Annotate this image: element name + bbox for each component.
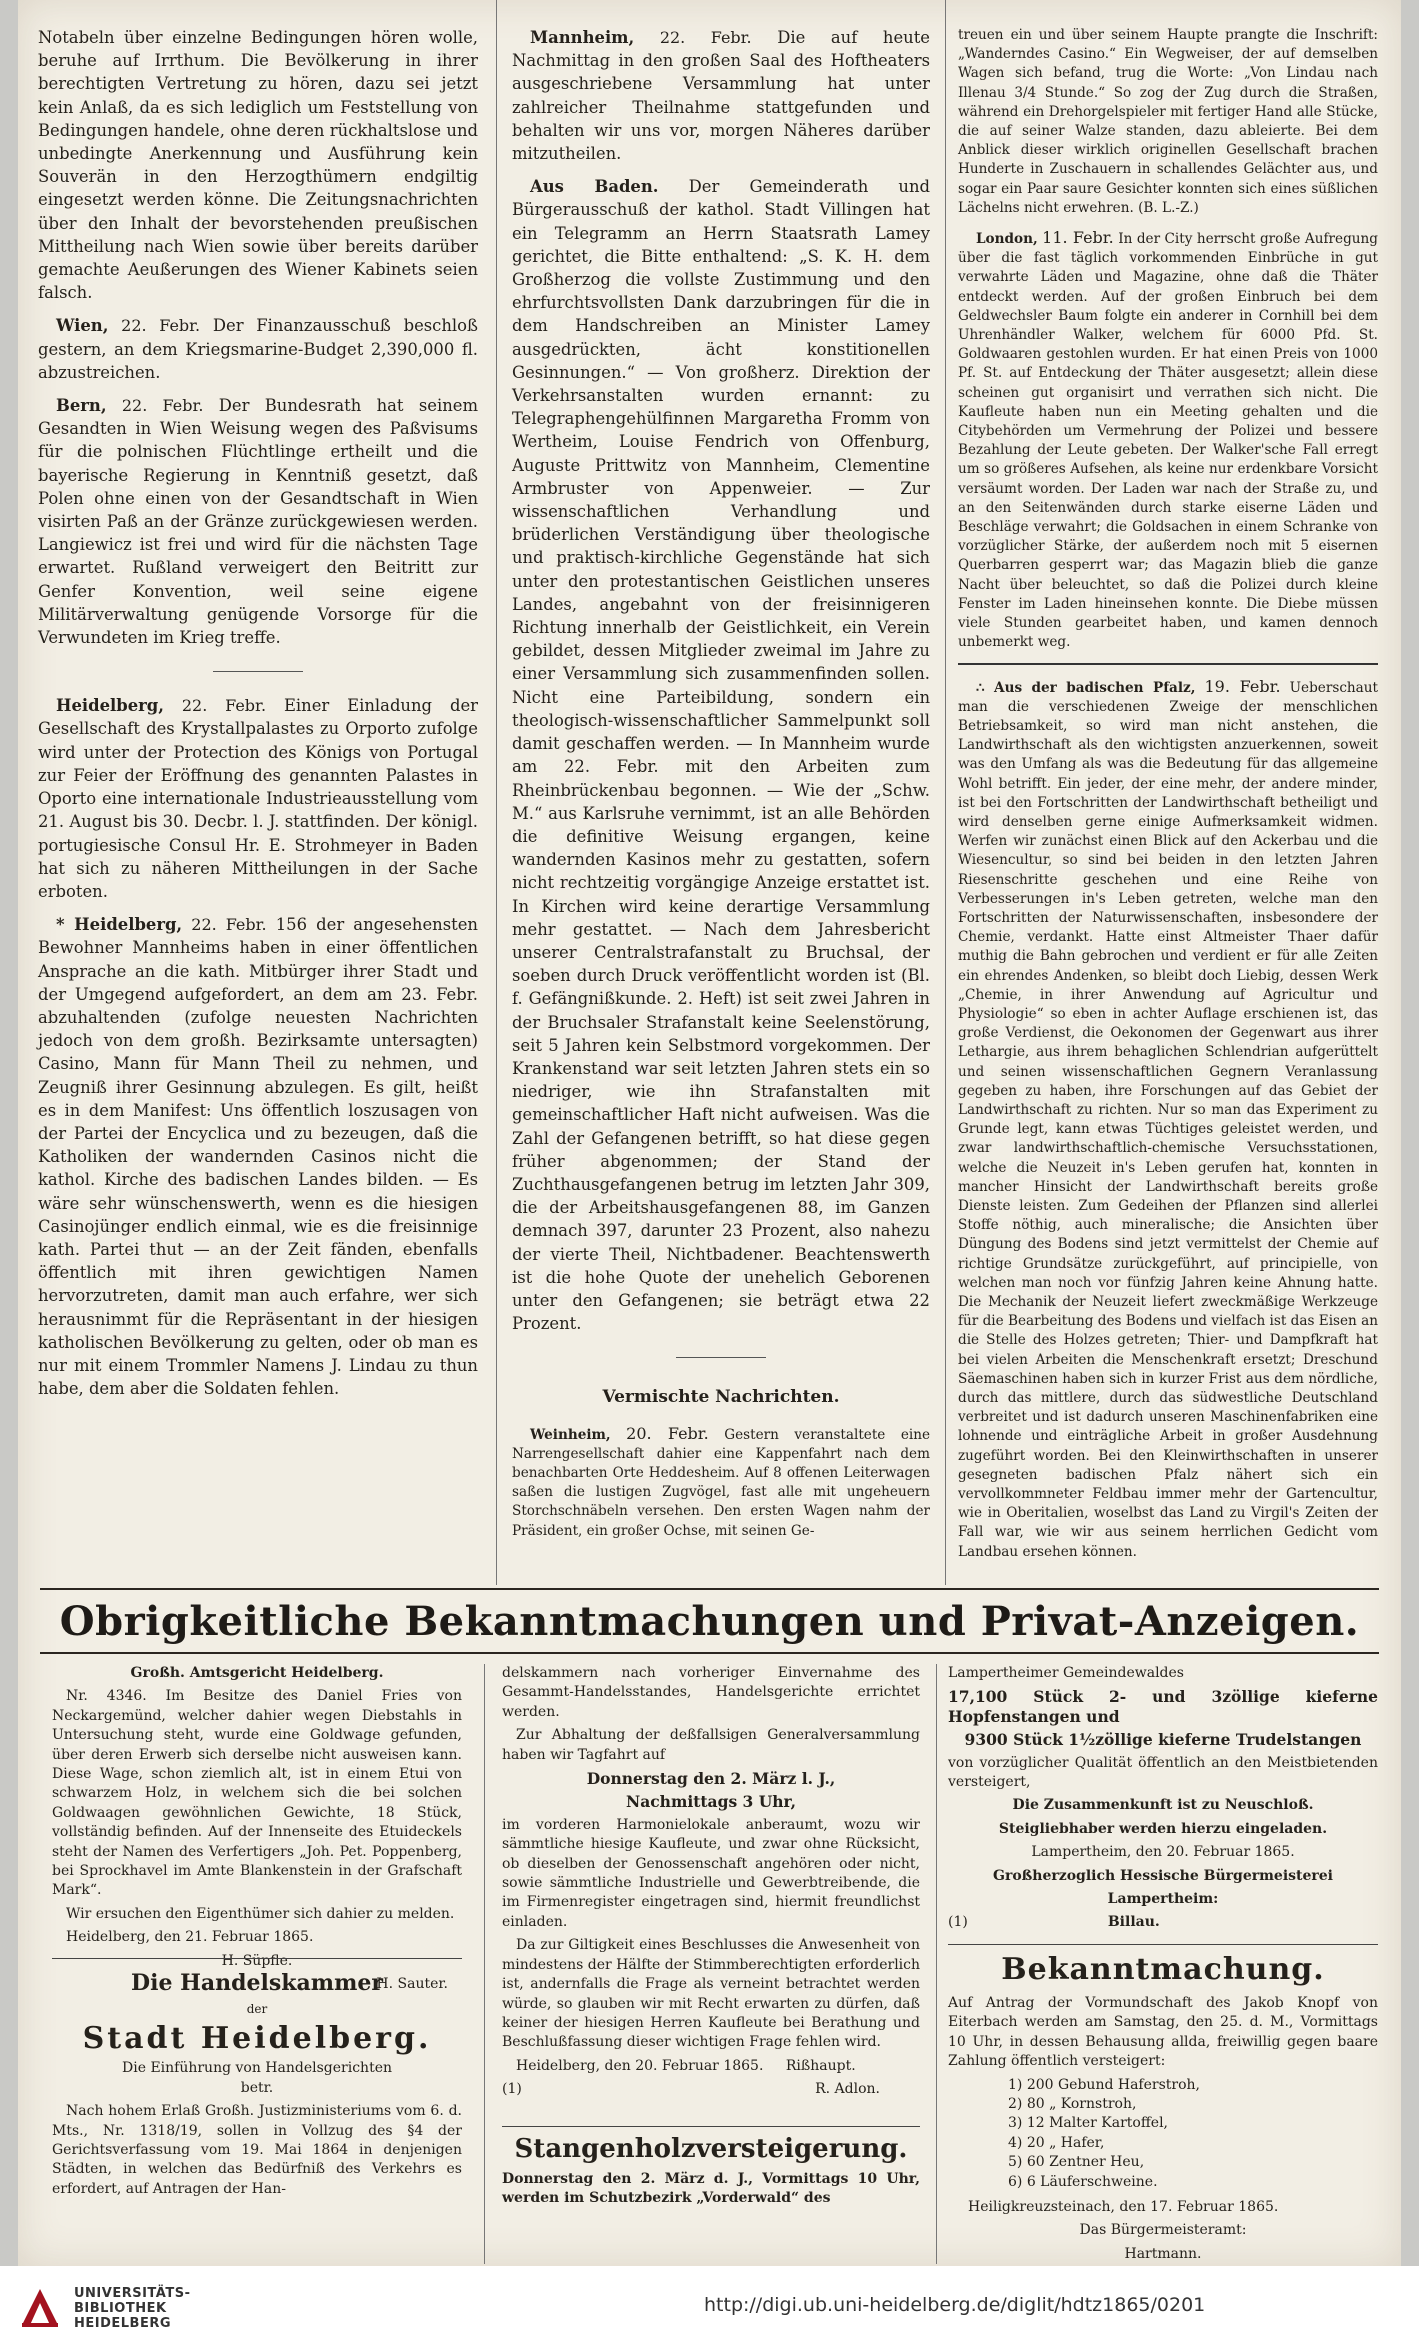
banner-rule-top — [40, 1588, 1379, 1590]
notice-number: (1) — [502, 2081, 522, 2098]
article-date: 22. Febr. — [121, 316, 201, 336]
notice-amtsgericht — [52, 1664, 462, 1999]
column-divider — [496, 0, 497, 1585]
article-text: Die auf heute Nachmittag in den großen Saal des Hoftheaters ausgeschriebene Versammlung hat unter zahlreicher Theilnahme stattgefunden und behalten wir uns vor, morgen Näheres darüber mitzutheilen. — [512, 28, 930, 164]
notice-place-date: Heiligkreuzsteinach, den 17. Februar 1865. — [968, 2199, 1279, 2216]
article-paragraph — [38, 394, 478, 649]
article-text: Einer Einladung der Gesellschaft des Krystallpalastes zu Orporto zufolge wird unter der Protection des Königs von Portugal zur Feier der Eröffnung des genannten Palastes in Oporto eine internationale Industrieausstellung vom 21. August bis 30. Decbr. l. J. stattfinden. Der königl. portugiesische Consul Hr. E. Strohmeyer in Baden hat sich zu näheren Mittheilungen in der Sache erboten. — [38, 696, 478, 901]
notice-sign-line — [502, 2080, 920, 2099]
article-text: In der City herrscht große Aufregung über die fast täglich vorkommenden Einbrüche in gut verwahrte Läden und Magazine, ohne daß die Thäter entdeckt werden. Auf der großen Einbruch bei dem Geldwechsler Baum folgte ein anderer in Cornhill bei dem Uhrenhändler Walker, welchem für 6000 Pfd. St. Goldwaaren gestohlen wurden. Er hat einen Preis von 1000 Pf. St. auf Entdeckung der Thäter ausgesetzt; allein diese scheinen gut organisirt und verrathen sich nicht. Die Kaufleute haben nun ein Meeting gehalten und die Citybehörden um Vermehrung der Polizei und bessere Bezahlung der Leute gebeten. Der Walker'sche Fall erregt um so größeres Aufsehen, als keine nur erdenkbare Vorsicht versäumt worden. Der Laden war nach der Straße zu, und an den Seitenwänden durch starke eiserne Läden und Beschläge verwahrt; die Goldsachen in einem Schranke von vorzüglicher Stärke, der außerdem noch mit 5 eisernen Querbarren gesperrt war; das Magazin blieb die ganze Nacht über beleuchtet, so daß die Polizei durch kleine Fenster im Laden hineinsehen konnte. Die Diebe müssen viele Stunden gearbeitet haben, und kamen dennoch unbemerkt weg. — [958, 231, 1378, 651]
article-paragraph — [958, 228, 1378, 652]
notice-item: 5) 60 Zentner Heu, — [1008, 2154, 1145, 2171]
notice-title: Stangenholzversteigerung. — [514, 2134, 908, 2164]
notice-subtitle: Die Einführung von Handelsgerichten betr. — [122, 2060, 392, 2096]
article-text: Der Gemeinderath und Bürgerausschuß der kathol. Stadt Villingen hat ein Telegramm an Herrn Staatsrath Lamey gerichtet, die Bitte enthaltend: „S. K. H. dem Großherzog die vollste Zustimmung und den ehrfurchtsvollsten Dank darzubringen für die in dem Handschreiben an Minister Lamey ausgedrückten, ächt konstitionellen Gesinnungen.“ — Von großherz. Direktion der Verkehrsanstalten wurden ernannt: zu Telegraphengehülfinnen Margaretha Fromm von Wertheim, Louise Fendrich von Offenburg, Auguste Prittwitz von Mannheim, Clementine Armbruster von Appenweier. — Zur wissenschaftlichen Verhandlung und brüderlichen Verständigung über theologische und praktisch-kirchliche Gegenstände hat sich unter den protestantischen Geistlichen unseres Landes, angebahnt von der freisinnigeren Richtung innerhalb der Geistlichkeit, ein Verein gebildet, dessen Mitglieder zweimal im Jahre zu einer Versammlung sich zusammenfinden sollen. Nicht eine Parteibildung, sondern ein theologisch-wissenschaftlicher Sammelpunkt soll damit geschaffen werden. — In Mannheim wurde am 22. Febr. mit den Arbeiten zum Rheinbrückenbau begonnen. — Wie der „Schw. M.“ aus Karlsruhe vernimmt, ist an alle Behörden die definitive Weisung ergangen, keine wandernden Kasinos mehr zu gestatten, sofern nicht rechtzeitig vorgängige Anzeige erstattet ist. In Kirchen wird keine derartige Versammlung mehr gestattet. — Nach dem Jahresbericht unserer Centralstrafanstalt zu Bruchsal, der soeben durch Druck veröffentlicht worden ist (Bl. f. Gefängnißkunde. 2. Heft) ist seit zwei Jahren in der Bruchsaler Strafanstalt keine Seelenstörung, seit 5 Jahren kein Selbstmord vorgekommen. Der Krankenstand war seit letzten Jahren stets ein so niedriger, wie ihn Strafanstalten mit gemeinschaftlicher Haft nicht aufweisen. Was die Zahl der Gefangenen betrifft, so hat diese gegen früher abgenommen; der Stand der Zuchthausgefangenen betrug im letzten Jahr 309, die der Arbeitshausgefangenen 88, im Ganzen demnach 397, darunter 23 Prozent, also nahezu der vierte Theil, Nichtbadener. Beachtenswerth ist die hohe Quote der unehelich Geborenen unter den Gefangenen; sie beträgt etwa 22 Prozent. — [512, 177, 931, 1334]
logo-line: HEIDELBERG — [74, 2316, 172, 2331]
notice-meeting: Die Zusammenkunft ist zu Neuschloß. — [1012, 1797, 1314, 1814]
notice-signature: H. Süpfle. — [221, 1952, 293, 1969]
notice-number: (1) — [948, 1914, 968, 1931]
article-date: 19. Febr. — [1204, 676, 1281, 696]
article-date: 22. Febr. — [121, 396, 204, 416]
notice-date: Donnerstag den 2. März l. J., — [586, 1769, 836, 1789]
article-paragraph — [512, 1424, 930, 1541]
notice-handelskammer — [52, 1970, 462, 2203]
article-dateline-place: Mannheim, — [530, 28, 635, 47]
article-text: Gestern veranstaltete eine Narrengesellschaft dahier eine Kappenfahrt nach dem benachbarten Orte Heddesheim. Auf 8 offenen Leiterwagen saßen die lustigen Zugvögel, fast alle mit ungeheuern Storchschnäbeln versehen. Den ersten Wagen nahm der Präsident, ein großer Ochse, mit seinen Ge- — [512, 1426, 931, 1539]
column-divider — [945, 0, 946, 1585]
notice-signature: Hartmann. — [1124, 2245, 1202, 2262]
notice-body: Da zur Giltigkeit eines Beschlusses die Anwesenheit von mindestens der Hälfte der Stimmberechtigten erforderlich ist, andernfalls die Frage als verneint betrachtet werden würde, so glauben wir mit Recht erwarten zu dürfen, daß keiner der hiesigen Herren Kaufleute bei Berathung und Beschlußfassung dieser wichtigen Frage fehlen wird. — [502, 1937, 920, 2051]
newspaper-page — [18, 0, 1401, 2266]
notice-item: 3) 12 Malter Kartoffel, — [1008, 2115, 1169, 2132]
article-paragraph — [38, 913, 478, 1400]
article-paragraph — [958, 26, 1378, 218]
notice-heading: Großh. Amtsgericht Heidelberg. — [130, 1665, 384, 1681]
notice-body: Nr. 4346. Im Besitze des Daniel Fries von Neckargemünd, welcher dahier wegen Diebstahls in Untersuchung steht, wurde eine Goldwage gefunden, über deren Erwerb sich derselbe nicht ausweisen kann. Diese Wage, schon ziemlich alt, ist in einem Etui von schwarzem Holz, in welchem sich die bei solchen Goldwaagen gewöhnlichen Gewichte, 18 Stück, vollständig befinden. Auf der Innenseite des Etuideckels steht der Namen des Verfertigers „Joh. Pet. Poppenberg, bei Sprockhavel im Amte Blankenstein in der Grafschaft Mark“. — [52, 1688, 462, 1899]
banner-rule-bottom — [40, 1652, 1379, 1654]
section-heading: Vermischte Nachrichten. — [602, 1387, 840, 1408]
notice-title: Bekanntmachung. — [1001, 1952, 1325, 1987]
permalink-url[interactable]: http://digi.ub.uni-heidelberg.de/diglit/hdtz1865/0201 — [704, 2294, 1206, 2316]
article-rule — [958, 663, 1378, 665]
notice-divider — [948, 1944, 1378, 1945]
notice-count: 9300 Stück 1½zöllige kieferne Trudelstangen — [964, 1730, 1362, 1750]
notice-body: Donnerstag den 2. März d. J., Vormittags 10 Uhr, werden im Schutzbezirk „Vorderwald“ des — [502, 2171, 920, 2207]
article-text: treuen ein und über seinem Haupte prangte die Inschrift: „Wanderndes Casino.“ Ein Wegweiser, der auf demselben Wagen sich befand, trug die Worte: „Von Lindau nach Illenau 3/4 Stunde.“ So zog der Zug durch die Straßen, während ein Drehorgelspieler mit fertiger Hand alle Stücke, die auf seiner Walze standen, dazu ableierte. Bei dem Anblick dieser wirklich originellen Gesellschaft brachen Hunderte in Zuschauern in schallendes Gelächter aus, und sogar ein Paar saure Gesichter konnten sich eines süßlichen Lächelns nicht erwehren. (B. L.-Z.) — [958, 27, 1378, 216]
notice-item: 4) 20 „ Hafer, — [1008, 2134, 1105, 2151]
article-paragraph — [38, 26, 478, 304]
article-paragraph — [958, 677, 1378, 1562]
article-dateline-place: ∴ Aus der badischen Pfalz, — [976, 679, 1196, 696]
notice-body: Auf Antrag der Vormundschaft des Jakob Knopf von Eiterbach werden am Samstag, den 25. d. M., Vormittags 10 Uhr, in dessen Behausung allda, freiwillig gegen baare Zahlung öffentlich versteigert: — [948, 1995, 1378, 2070]
article-dateline-place: Aus Baden. — [530, 177, 659, 197]
column-2 — [512, 26, 930, 1551]
article-date: 11. Febr. — [1042, 228, 1114, 248]
article-dateline-place: Weinheim, — [530, 1426, 611, 1443]
notice-authority-place: Lampertheim: — [1107, 1891, 1219, 1908]
library-footer — [0, 2266, 1419, 2348]
column-3 — [958, 26, 1378, 1572]
article-paragraph — [512, 175, 930, 1335]
library-logo-text — [74, 2286, 190, 2331]
article-date: 22. Febr. — [659, 28, 752, 47]
notice-title-der: der — [246, 2002, 268, 2016]
notice-call: Wir ersuchen den Eigenthümer sich dahier zu melden. — [66, 1905, 455, 1922]
notice-sign-line — [948, 1913, 1378, 1932]
column-divider — [484, 1664, 485, 2264]
article-text: Notabeln über einzelne Bedingungen hören wolle, beruhe auf Irrthum. Die Bevölkerung in ihrer berechtigten Vertretung zu hören, dazu sei jetzt kein Anlaß, da es sich lediglich um Feststellung von Bedingungen handele, ohne deren rückhaltslose und unbedingte Anerkennung und Ausführung kein Souverän in den Herzogthümern endgiltig eingesetzt werden könne. Die Zeitungsnachrichten über den Inhalt der bevorstehenden preußischen Mittheilung nach Wien sowie über bereits darüber gemachte Aeußerungen des Wiener Kabinets seien falsch. — [38, 28, 478, 303]
notice-signature: H. Sauter. — [376, 1976, 448, 1993]
notice-body: Lampertheimer Gemeindewaldes — [948, 1665, 1184, 1681]
article-date: 20. Febr. — [626, 1423, 709, 1443]
article-paragraph — [512, 26, 930, 165]
article-dateline-place: Wien, — [56, 316, 109, 336]
notice-title: Die Handelskammer — [131, 1970, 383, 1996]
column-divider — [936, 1664, 937, 2264]
notice-body: von vorzüglicher Qualität öffentlich an den Meistbietenden versteigert, — [948, 1754, 1378, 1791]
article-dateline-place: * Heidelberg, — [56, 915, 183, 935]
notice-signature: Billau. — [1107, 1914, 1160, 1931]
logo-line: UNIVERSITÄTS- — [74, 2286, 191, 2301]
article-dateline-place: Heidelberg, — [56, 696, 164, 716]
notice-item: 1) 200 Gebund Haferstroh, — [1008, 2076, 1200, 2093]
notice-invite: Steigliebhaber werden hierzu eingeladen. — [998, 1820, 1328, 1837]
article-paragraph — [38, 694, 478, 903]
notice-signature: R. Adlon. — [815, 2081, 880, 2098]
notice-item-list — [1008, 2076, 1378, 2192]
notice-body: Nach hohem Erlaß Großh. Justizministeriums vom 6. d. Mts., Nr. 1318/19, sollen in Vollzug des §4 der Gerichtsverfassung vom 19. Mai 1864 in denjenigen Städten, in welchen das Bedürfniß des Verkehrs es erfordert, auf Antragen der Han- — [52, 2103, 462, 2197]
article-dateline-place: London, — [976, 231, 1038, 248]
logo-line: BIBLIOTHEK — [74, 2301, 167, 2316]
notice-body: delskammern nach vorheriger Einvernahme des Gesammt-Handelsstandes, Handelsgerichte errichtet werden. — [502, 1665, 920, 1720]
article-text: Der Bundesrath hat seinem Gesandten in Wien Weisung wegen des Paßvisums für die polnischen Flüchtlinge ertheilt und die bayerische Regierung in Kenntniß gesetzt, daß Polen ohne einen von der Gesandtschaft in Wien visirten Paß an der Gränze zurückgewiesen werden. Langiewicz ist frei und wird für die nächsten Tage erwartet. Rußland verweigert den Beitritt zur Genfer Konvention, weil seine eigene Militärverwaltung genügende Vorsorge für die Verwundeten im Krieg treffe. — [38, 396, 478, 648]
article-rule — [213, 671, 303, 672]
article-text: Ueberschaut man die verschiedenen Zweige der menschlichen Betriebsamkeit, so wird man nicht anstehen, die Landwirthschaft als den wichtigsten anzuerkennen, soweit was den Umfang als was die Bedeutung für das allgemeine Wohl betrifft. Ein jeder, der eine mehr, der andere minder, ist bei den Fortschritten der Landwirthschaft betheiligt und wird denselben gerne einige Aufmerksamkeit widmen. Werfen wir zunächst einen Blick auf den Ackerbau und die Wiesencultur, so sind bei beiden in den letzten Jahren Riesenschritte geschehen und eine Reihe von Verbesserungen in's Leben getreten, welche man den Fortschritten der Naturwissenschaften, insbesondere der Chemie, verdankt. Hatte einst Altmeister Thaer dafür muthig die Bahn gebrochen und verdient er für alle Zeiten ein ehrendes Andenken, so bleibt doch Liebig, dessen Werk „Chemie, in ihrer Anwendung auf Agricultur und Physiologie“ so eben in achter Auflage erschienen ist, das große Verdienst, die Oekonomen der Gegenwart aus ihrer Lethargie, aus ihrem behaglichen Schlendrian aufgerüttelt und seinen wissenschaftlichen Gegnern Veranlassung gegeben zu haben, ihre Forschungen auf das Gebiet der Landwirthschaft zu richten. Nur so man das Experiment zu Grunde legt, kann etwas Tüchtiges geleistet werden, und zwar landwirthschaftlich-chemische Versuchsstationen, welche die Neuzeit in's Leben gerufen hat, konnten in mancher Hinsicht der Landwirthschaft bereits große Dienste leisten. Zum Gedeihen der Pflanzen sind allerlei Stoffe nöthig, auch mineralische; die Ansichten über Düngung des Bodens sind jetzt vermittelst der Chemie auf richtige Grundsätze zurückgeführt, auf principielle, von welchen man noch vor fünfzig Jahren keine Ahnung hatte. Die Mechanik der Neuzeit liefert zweckmäßige Werkzeuge für die Bearbeitung des Bodens und vielfach ist das Eisen an die Stelle des Holzes getreten; Thier- und Dampfkraft hat bei vielen Arbeiten die Menschenkraft ersetzt; Dreschund Säemaschinen haben sich in kurzer Frist aus dem nördliche, durch das mittlere, durch das südwestliche Deutschland verbreitet und ist dadurch unseren Maschinenfabriken eine lohnende und einträgliche Arbeit in großer Ausdehnung zugeführt worden. Bei den Kleinwirthschaften in unserer gesegneten badischen Pfalz nähert sich ein vervollkommneter Feldbau immer mehr der Gartencultur, wie in Oberitalien, woselbst das Land zu Virgil's Zeiten der Fall war, wie wir aus seinem herrlichen Gedicht vom Landbau ersehen können. — [958, 679, 1379, 1560]
notice-body: im vorderen Harmonielokale anberaumt, wozu wir sämmtliche hiesige Kaufleute, und zwar ohne Rücksicht, ob dieselben der Genossenschaft angehören oder nicht, sowie sämmtliche Industrielle und Gewerbtreibende, die im Firmenregister eingetragen sind, hiermit freundlichst einladen. — [502, 1816, 920, 1930]
notice-place-date-text: Heidelberg, den 20. Februar 1865. — [516, 2057, 764, 2074]
notice-authority: Das Bürgermeisteramt: — [1079, 2222, 1247, 2239]
notice-signature: Rißhaupt. — [785, 2057, 856, 2074]
notice-body: Zur Abhaltung der deßfallsigen Generalversammlung haben wir Tagfahrt auf — [502, 1727, 920, 1763]
notice-place-date: Heidelberg, den 21. Februar 1865. — [66, 1929, 314, 1946]
notice-divider — [52, 1958, 462, 1959]
article-paragraph — [38, 314, 478, 384]
section-rule — [676, 1357, 766, 1358]
notice-lampertheim — [948, 1664, 1378, 1937]
column-1 — [38, 26, 478, 1410]
notice-count: 17,100 Stück 2- und 3zöllige kieferne Hopfenstangen und — [948, 1687, 1378, 1726]
article-text: Der Finanzausschuß beschloß gestern, an dem Kriegsmarine-Budget 2,390,000 fl. abzustreichen. — [38, 316, 478, 382]
notice-place-date: Lampertheim, den 20. Februar 1865. — [1031, 1844, 1295, 1861]
notice-time: Nachmittags 3 Uhr, — [626, 1792, 796, 1812]
notice-item: 2) 80 „ Kornstroh, — [1008, 2096, 1137, 2113]
article-text: 156 der angesehensten Bewohner Mannheims haben in einer öffentlichen Ansprache an die kath. Mitbürger ihrer Stadt und der Umgegend aufgefordert, an dem am 23. Febr. abzuhaltenden (zufolge neuesten Nachrichten jedoch von dem großh. Bezirksamte untersagten) Casino, Mann für Mann Theil zu nehmen, und Zeugniß ihrer Gesinnung abzulegen. Es gilt, heißt es in dem Manifest: Uns öffentlich loszusagen von der Partei der Encyclica und zu bezeugen, daß die Katholiken der wandernden Casinos nicht die kathol. Kirche des badischen Landes bilden. — Es wäre sehr wünschenswerth, wenn es die hiesigen Casinojünger endlich einmal, wie es die freisinnige kath. Partei thut — an der Zeit fänden, ebenfalls öffentlich mit ihren gewichtigen Namen hervorzutreten, damit man auch erfahre, wer sich herausnimmt für die Repräsentant in der hiesigen katholischen Bevölkerung zu gelten, oder ob man es nur mit einem Trommler Namens J. Lindau zu thun habe, dem aber die Soldaten fehlen. — [38, 915, 478, 1399]
library-logo-icon — [16, 2283, 64, 2331]
notice-divider — [502, 2126, 920, 2127]
notice-place-date — [502, 2057, 920, 2076]
notice-title-city: Stadt Heidelberg. — [82, 2021, 432, 2057]
notice-bekanntmachung — [948, 1950, 1378, 2292]
announcements-banner: Obrigkeitliche Bekanntmachungen und Privat-Anzeigen. — [59, 1598, 1360, 1645]
notice-authority: Großherzoglich Hessische Bürgermeisterei — [993, 1867, 1333, 1884]
article-date: 22. Febr. — [181, 696, 267, 716]
article-dateline-place: Bern, — [56, 396, 107, 416]
notice-handelskammer-cont — [502, 1664, 920, 2104]
notice-stangenholz — [502, 2132, 920, 2213]
article-date: 22. Febr. — [191, 915, 267, 935]
notice-item: 6) 6 Läuferschweine. — [1008, 2173, 1158, 2190]
